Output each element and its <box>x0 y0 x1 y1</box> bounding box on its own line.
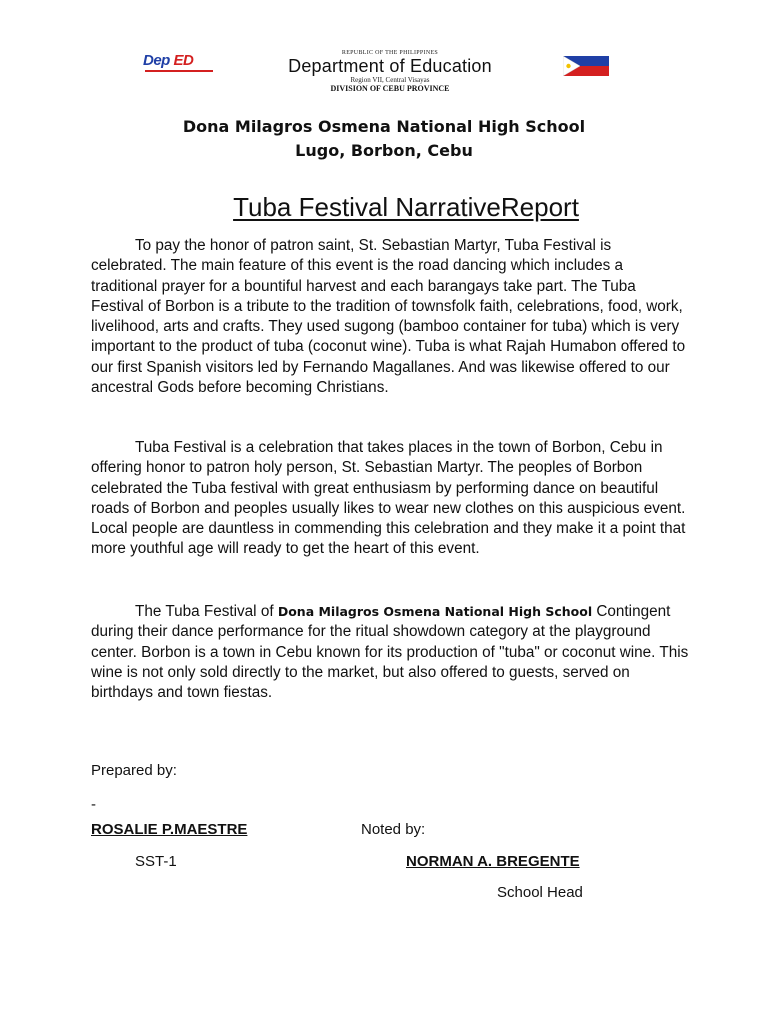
paragraph-3 <box>91 602 691 703</box>
paragraph-3-school: Dona Milagros Osmena National High School <box>277 604 593 619</box>
paragraph-2: Tuba Festival is a celebration that takes places in the town of Borbon, Cebu in offering honor to patron holy person, St. Sebastian Martyr. The peoples of Borbon celebrated the Tuba festival with great enthusiasm by performing dance on beautiful roads of Borbon and peoples usually likes to wear new clothes on this auspicious event. Local people are dauntless in commending this celebration and they make it a point that more youthful age will ready to get the heart of this event. <box>91 439 686 558</box>
noter-role: School Head <box>497 884 583 901</box>
philippine-flag-icon <box>563 56 609 76</box>
deped-logo <box>143 52 193 69</box>
noter-name: NORMAN A. BREGENTE <box>406 853 580 870</box>
school-header <box>100 115 668 163</box>
department-title: Department of Education <box>288 56 492 76</box>
paragraph-3-rest: Contingent during their dance performance for the ritual showdown category at the playground center. Borbon is a town in Cebu known for its production of "tuba" or coconut wine. This wine is not only sold directly to the market, but also offered to guests, served on birthdays and town fiestas. <box>91 603 689 702</box>
school-location: Lugo, Borbon, Cebu <box>295 141 473 160</box>
region-text: Region VII, Central Visayas <box>350 76 430 84</box>
paragraph-3-start: The Tuba Festival of <box>135 603 278 620</box>
deped-logo-text: Dep <box>143 52 170 69</box>
signature-dash: - <box>91 796 96 813</box>
report-title: Tuba Festival NarrativeReport <box>233 192 579 222</box>
republic-text: REPUBLIC OF THE PHILIPPINES <box>341 50 439 56</box>
preparer-role: SST-1 <box>135 853 177 870</box>
prepared-by-label: Prepared by: <box>91 762 177 779</box>
noted-by-label: Noted by: <box>361 821 426 838</box>
division-text: DIVISION OF CEBU PROVINCE <box>330 84 450 93</box>
deped-logo-ed: ED <box>173 52 194 69</box>
paragraph-1: To pay the honor of patron saint, St. Sebastian Martyr, Tuba Festival is celebrated. The main feature of this event is the road dancing which includes a traditional prayer for a bountiful harvest and each barangays take part. The Tuba Festival of Borbon is a tribute to the tradition of townsfolk faith, celebrations, food, work, livelihood, arts and crafts. They used sugong (bamboo container for tuba) which is very important to the product of tuba (coconut wine). Tuba is what Rajah Humabon offered to our first Spanish visitors led by Fernando Magallanes. And was likewise offered to our ancestral Gods before becoming Christians. <box>91 237 686 397</box>
school-name: Dona Milagros Osmena National High School <box>182 117 586 136</box>
deped-logo-underline <box>145 70 213 72</box>
preparer-name: ROSALIE P.MAESTRE <box>91 821 248 838</box>
